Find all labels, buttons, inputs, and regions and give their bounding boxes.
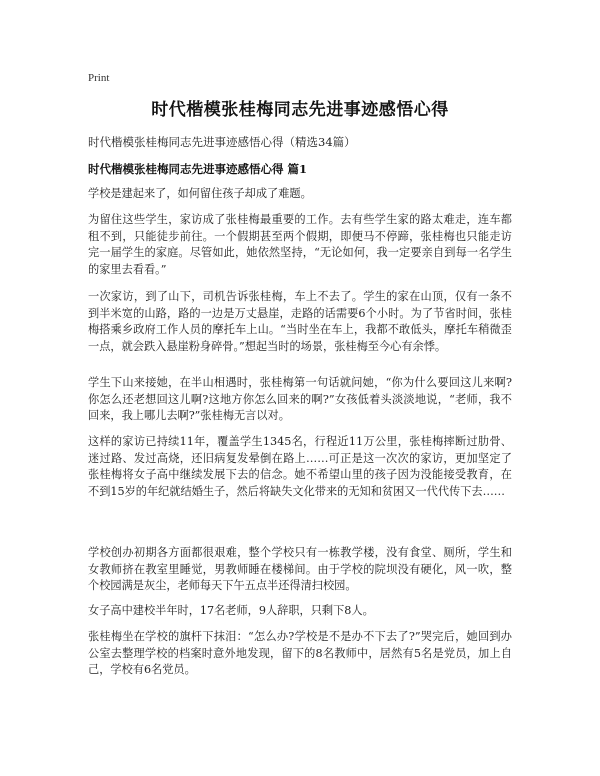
paragraph-6: 学校创办初期各方面都很艰难，整个学校只有一栋教学楼，没有食堂、厕所，学生和女教师挤在教室里睡觉，男教师睡在楼梯间。由于学校的院坝没有硬化，风一吹，整个校园满是灰尘，老师每天下午五点半还得清扫校园。 [88, 546, 512, 593]
paragraph-1: 学校是建起来了，如何留住孩子却成了难题。 [88, 187, 312, 200]
paragraph-2: 为留住这些学生，家访成了张桂梅最重要的工作。去有些学生家的路太难走，连车都租不到，只能徒步前往。一个假期甚至两个假期，即便马不停蹄，张桂梅也只能走访完一届学生的家庭。尽管如此，她依然坚持，“无论如何，我一定要亲自到每一名学生的家里去看看。” [88, 213, 512, 276]
paragraph-8: 张桂梅坐在学校的旗杆下抹泪：“怎么办?学校是不是办不下去了?”哭完后，她回到办公室去整理学校的档案时意外地发现，留下的8名教师中，居然有5名是党员，加上自己，学校有6名党员。 [88, 630, 512, 677]
paragraph-5: 这样的家访已持续11年，覆盖学生1345名，行程近11万公里，张桂梅摔断过肋骨、迷过路、发过高烧，还旧病复发晕倒在路上……可正是这一次次的家访，更加坚定了张桂梅将女子高中继续发展下去的信念。她不希望山里的孩子因为没能接受教育，在不到15岁的年纪就结婚生子，然后将缺失文化带来的无知和贫困又一代代传下去…… [88, 435, 512, 498]
document-subtitle: 时代楷模张桂梅同志先进事迹感悟心得（精选34篇） [88, 135, 356, 149]
page-title: 时代楷模张桂梅同志先进事迹感悟心得 [151, 100, 449, 120]
paragraph-4: 学生下山来接她，在半山相遇时，张桂梅第一句话就问她，“你为什么要回这儿来啊?你怎么还老想回这儿啊?这地方你怎么回来的啊?”女孩低着头淡淡地说，“老师，我不回来，我上哪儿去啊?”张桂梅无言以对。 [88, 376, 512, 423]
section-heading: 时代楷模张桂梅同志先进事迹感悟心得 篇1 [88, 162, 308, 176]
print-link[interactable]: Print [88, 72, 110, 84]
paragraph-7: 女子高中建校半年时，17名老师，9人辞职，只剩下8人。 [88, 604, 374, 617]
paragraph-3: 一次家访，到了山下，司机告诉张桂梅，车上不去了。学生的家在山顶，仅有一条不到半米宽的山路，路的一边是万丈悬崖，走路的话需要6个小时。为了节省时间，张桂梅搭乘乡政府工作人员的摩托车上山。“当时坐在车上，我都不敢低头，摩托车稍微歪一点，就会跌入悬崖粉身碎骨。”想起当时的场景，张桂梅至今心有余悸。 [88, 290, 512, 353]
